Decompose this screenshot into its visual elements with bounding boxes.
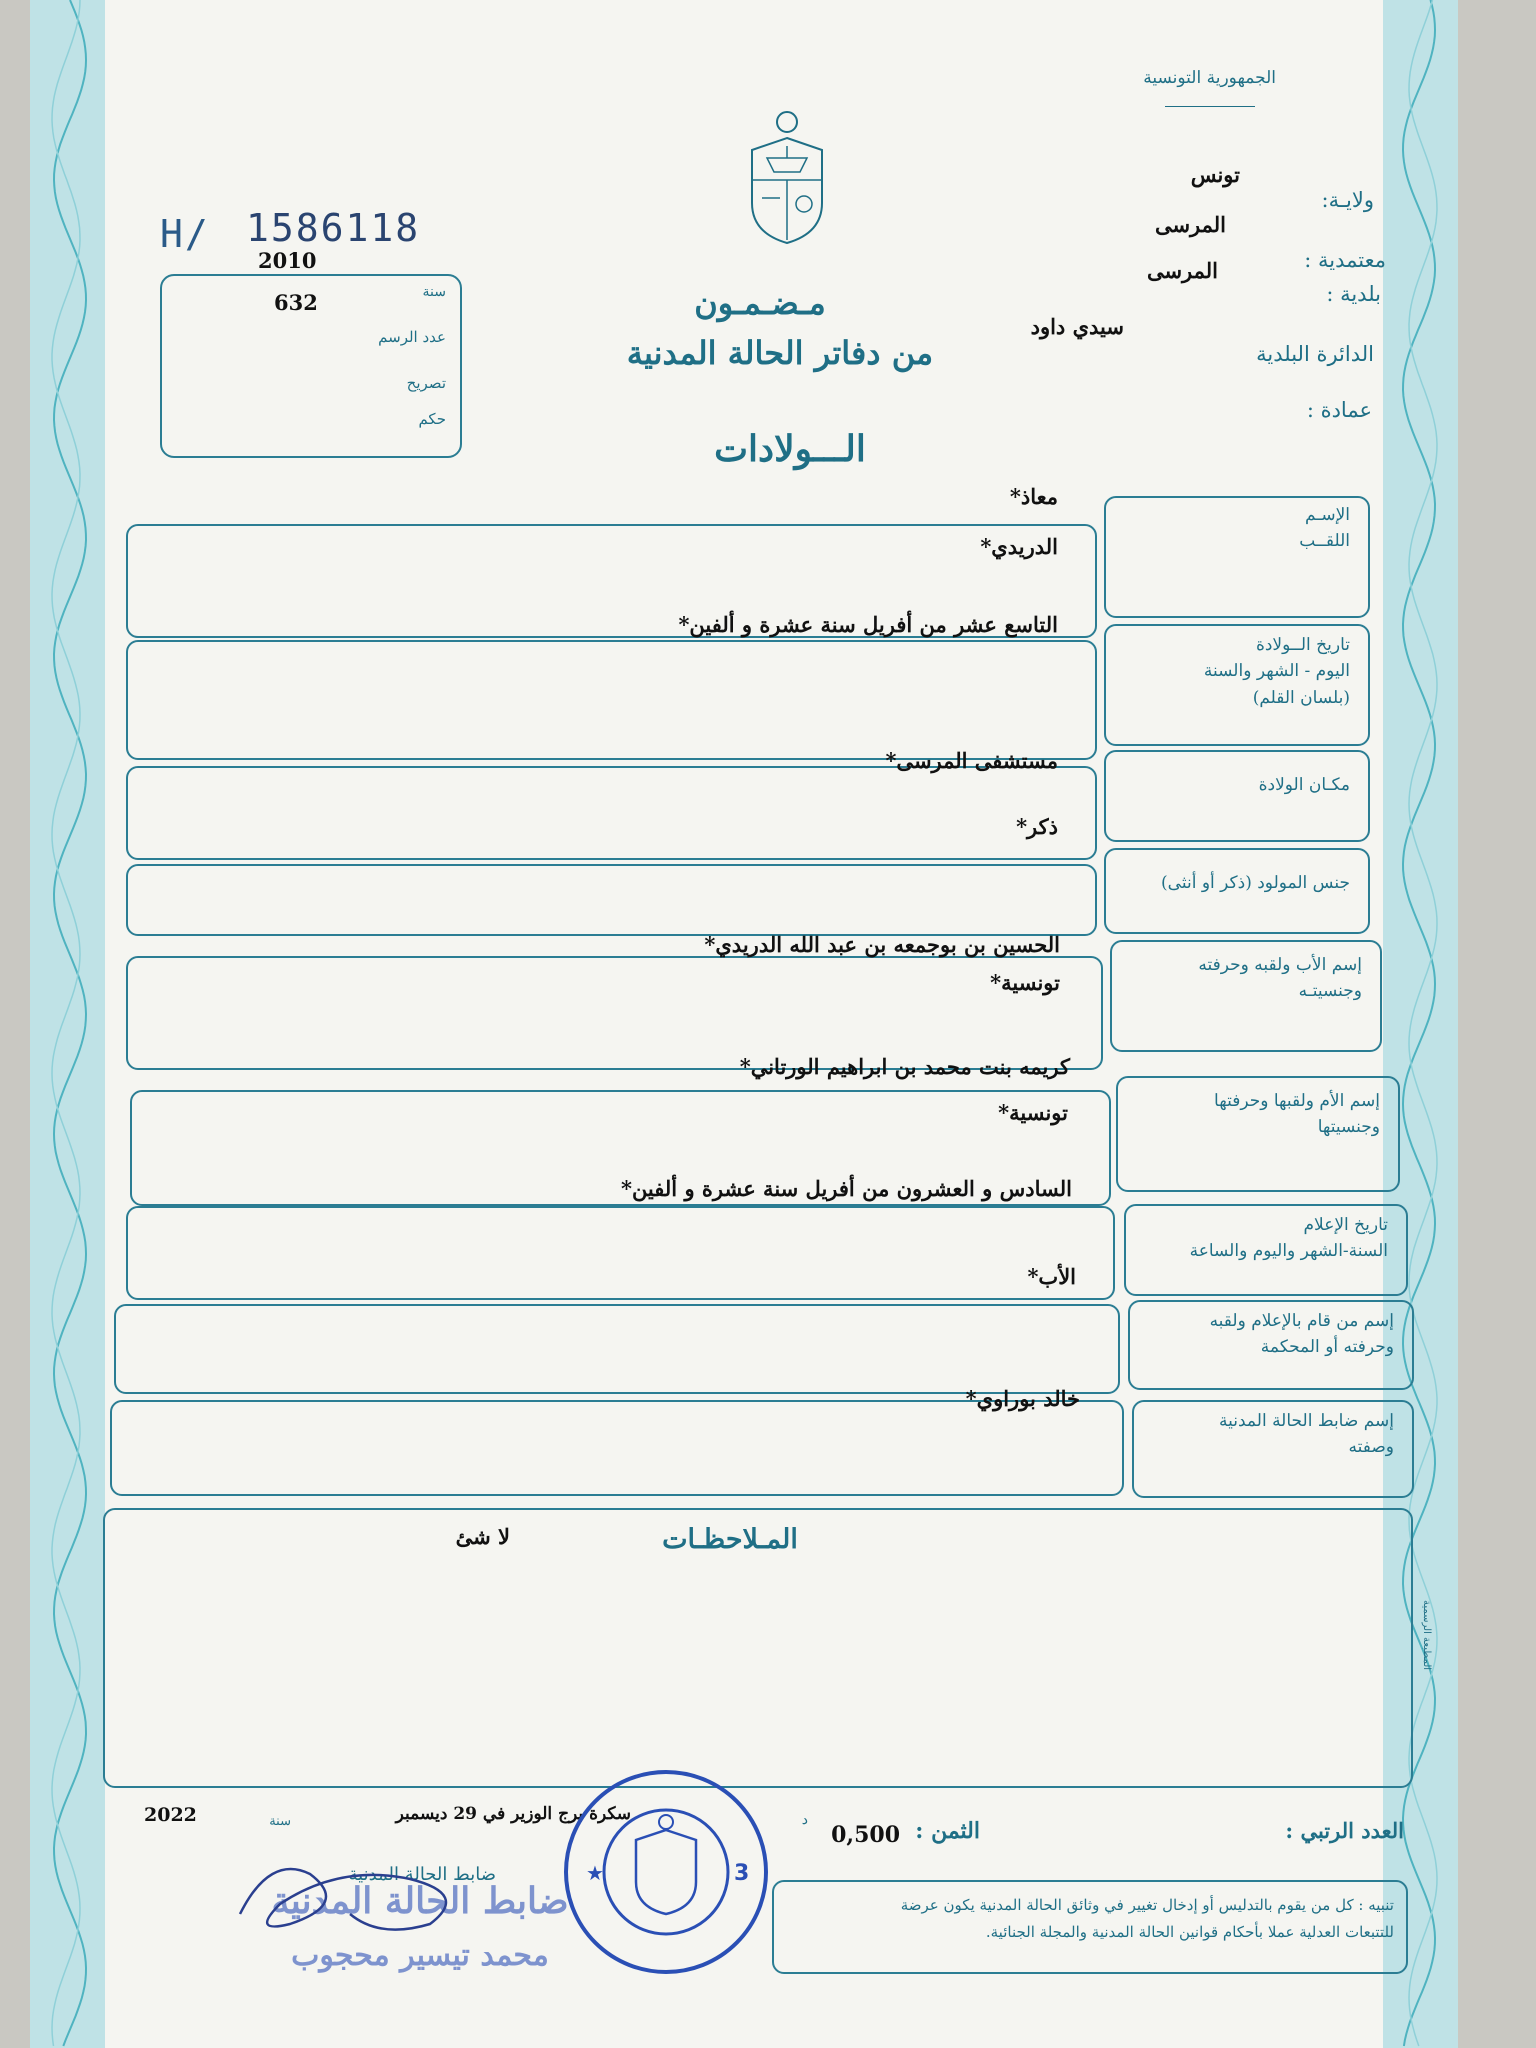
field-value-box bbox=[110, 1400, 1124, 1496]
svg-text:3: 3 bbox=[734, 1861, 750, 1886]
republic-label: الجمهورية التونسية bbox=[1143, 68, 1276, 88]
footer-year-value: 2022 bbox=[144, 1804, 197, 1826]
title-line-1: مـضـمـون bbox=[694, 284, 826, 322]
municipal-round-stamp-icon bbox=[556, 1762, 776, 1982]
tunisia-coat-of-arms-icon bbox=[742, 108, 832, 248]
field-value: الأب* bbox=[1027, 1264, 1076, 1289]
place-date: سكرة برج الوزير في 29 ديسمبر bbox=[395, 1804, 631, 1824]
handwritten-signature bbox=[230, 1844, 490, 1944]
field-label: إسم من قام بالإعلام ولقبه وحرفته أو المحكمة bbox=[1209, 1311, 1394, 1358]
field-value-box bbox=[126, 766, 1097, 860]
price-value: 0,500 bbox=[831, 1822, 900, 1848]
field-label: إسم الأم ولقبها وحرفتها وجنسيتها bbox=[1214, 1091, 1380, 1138]
field-value: الدريدي* bbox=[980, 534, 1058, 559]
footer-year-label: سنة bbox=[269, 1814, 291, 1829]
republic-underline bbox=[1165, 106, 1255, 107]
remarks-label: المـلاحظـات bbox=[662, 1524, 798, 1555]
field-value: خالد بوراوي* bbox=[965, 1386, 1080, 1411]
notice-text: تنبيه : كل من يقوم بالتدليس أو إدخال تغيير في وثائق الحالة المدنية يكون عرضة للتتبعات العدلية عملا بأحكام قوانين الحالة المدنية والمجلة الجنائية. bbox=[900, 1896, 1394, 1941]
field-value: معاذ* bbox=[1009, 484, 1058, 509]
field-label: جنس المولود (ذكر أو أنثى) bbox=[1161, 873, 1350, 893]
governorate-value: تونس bbox=[1190, 162, 1240, 187]
field-label: تاريخ الــولادة اليوم - الشهر والسنة (بلسان القلم) bbox=[1203, 635, 1350, 708]
field-label: مكـان الولادة bbox=[1258, 775, 1350, 795]
serial-number: 1586118 bbox=[246, 206, 421, 250]
delegation-value: المرسى bbox=[1154, 212, 1226, 237]
district-label: الدائرة البلدية bbox=[1256, 342, 1374, 366]
field-value: كريمه بنت محمد بن ابراهيم الورتاني* bbox=[739, 1054, 1070, 1079]
omda-label: عمادة : bbox=[1306, 398, 1372, 422]
left-guilloche-border bbox=[30, 0, 105, 2048]
registry-year-label: سنة bbox=[422, 284, 446, 300]
footer-serial-label: العدد الرتبي : bbox=[1285, 1818, 1404, 1843]
title-line-2: من دفاتر الحالة المدنية bbox=[626, 334, 934, 372]
municipality-value: المرسى bbox=[1146, 258, 1218, 283]
field-value-box bbox=[126, 956, 1103, 1070]
field-value-box bbox=[126, 864, 1097, 936]
registry-number-value: 632 bbox=[274, 290, 318, 315]
field-value: الحسين بن بوجمعه بن عبد الله الدريدي* bbox=[704, 932, 1060, 957]
field-label: إسم ضابط الحالة المدنية وصفته bbox=[1219, 1411, 1394, 1458]
field-label: الإسـم اللقــب bbox=[1299, 505, 1350, 552]
field-value: السادس و العشرون من أفريل سنة عشرة و ألفين* bbox=[620, 1176, 1072, 1201]
registry-number-label: عدد الرسم bbox=[378, 328, 446, 346]
officer-stamp-title: ضابط الحالة المدنية bbox=[271, 1880, 569, 1922]
printer-note: المطبعة الرسمية bbox=[1421, 1600, 1432, 1671]
officer-stamp-name: محمد تيسير محجوب bbox=[291, 1938, 549, 1973]
field-value: مستشفى المرسى* bbox=[885, 748, 1058, 773]
price-unit: د bbox=[801, 1812, 808, 1828]
svg-text:★: ★ bbox=[586, 1861, 604, 1885]
field-label: إسم الأب ولقبه وحرفته وجنسيتـه bbox=[1198, 955, 1362, 1002]
field-value: ذكر* bbox=[1016, 814, 1058, 839]
price-label: الثمن : bbox=[915, 1818, 980, 1844]
title-births: الـــولادات bbox=[714, 428, 866, 470]
registry-year-value: 2010 bbox=[258, 248, 317, 273]
field-value-box bbox=[114, 1304, 1120, 1394]
delegation-label: معتمدية : bbox=[1304, 248, 1386, 272]
field-label: تاريخ الإعلام السنة-الشهر واليوم والساعة bbox=[1189, 1215, 1388, 1262]
field-value: تونسية* bbox=[990, 970, 1060, 995]
registry-judgment-label: حكم bbox=[418, 410, 446, 428]
remarks-value: لا شئ bbox=[455, 1524, 510, 1549]
field-value-box bbox=[126, 640, 1097, 760]
municipality-label: بلدية : bbox=[1326, 282, 1381, 306]
field-value: التاسع عشر من أفريل سنة عشرة و ألفين* bbox=[678, 612, 1058, 637]
serial-prefix: H/ bbox=[160, 212, 210, 256]
field-value: تونسية* bbox=[998, 1100, 1068, 1125]
field-value-box bbox=[126, 1206, 1115, 1300]
district-value: سيدي داود bbox=[1030, 314, 1124, 339]
officer-title: ضابط الحالة المدنية bbox=[348, 1864, 496, 1885]
registry-declaration-label: تصريح bbox=[406, 374, 446, 392]
governorate-label: ولايـة: bbox=[1321, 188, 1374, 212]
